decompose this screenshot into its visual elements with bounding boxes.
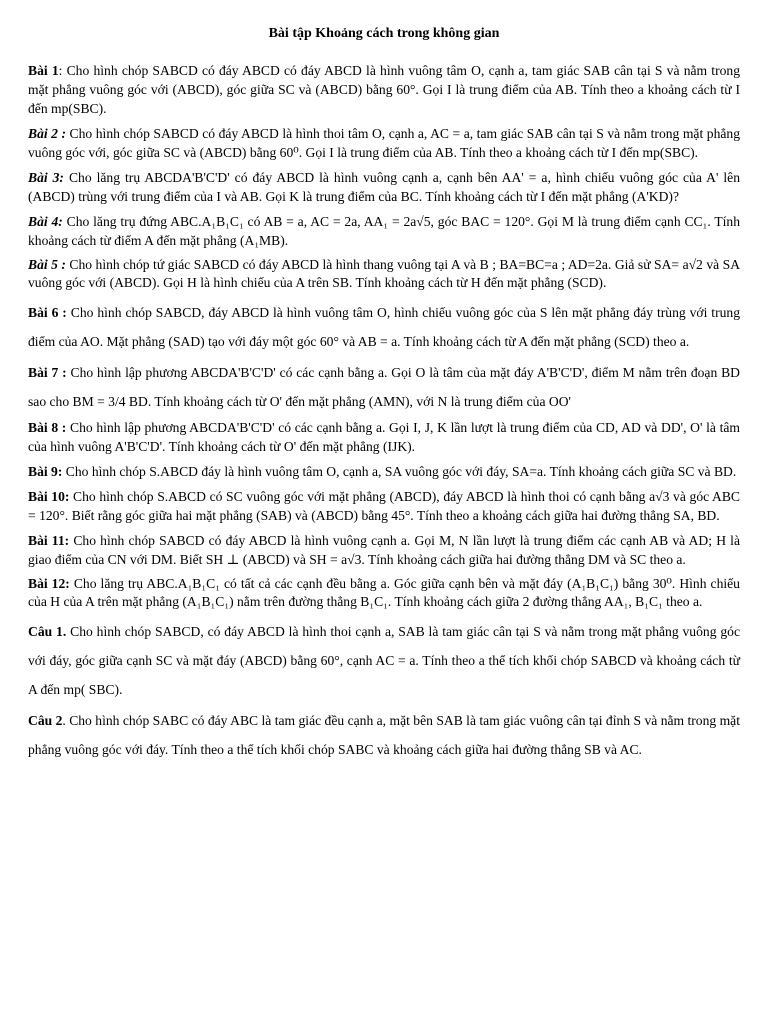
problem-text: Cho hình chóp SABCD có đáy ABCD là hình vuông cạnh a. Gọi M, N lần lượt là trung điểm các cạnh AB và AD; H là giao điểm của CN với DM. Biết SH ⊥ (ABCD) và SH = a√3. Tính khoảng cách giữa hai đường thẳng DM và SC theo a.	[28, 533, 740, 567]
problem-label: Bài 8 :	[28, 420, 67, 435]
problem-4	[28, 212, 740, 250]
problem-text: Cho lăng trụ đứng ABC.A₁B₁C₁ có AB = a, AC = 2a, AA₁ = 2a√5, góc BAC = 120°. Gọi M là trung điểm cạnh CC₁. Tính khoảng cách từ điểm A đến mặt phẳng (A₁MB).	[28, 214, 740, 248]
problem-text: Cho lăng trụ ABCDA'B'C'D' có đáy ABCD là hình vuông cạnh a, cạnh bên AA' = a, hình chiếu vuông góc của A' lên (ABCD) trùng với trung điểm của I và AB. Gọi K là trung điểm của BC. Tính khoảng cách từ I đến mặt phẳng (A'KD)?	[28, 170, 740, 204]
problem-label: Bài 5 :	[28, 257, 66, 272]
problem-text: : Cho hình chóp SABCD có đáy ABCD có đáy ABCD là hình vuông tâm O, cạnh a, tam giác SAB cân tại S và nằm trong mặt phẳng vuông góc với (ABCD), góc giữa SC và (ABCD) bằng 60°. Gọi I là trung điểm của AB. Tính theo a khoảng cách từ I đến mp(SBC).	[28, 63, 740, 116]
problem-label: Bài 11:	[28, 533, 70, 548]
problem-label: Bài 2 :	[28, 126, 67, 141]
problem-text: Cho hình chóp tứ giác SABCD có đáy ABCD là hình thang vuông tại A và B ; BA=BC=a ; AD=2a. Giả sử SA= a√2 và SA vuông góc với (ABCD). Gọi H là hình chiếu của A trên SB. Tính khoảng cách từ H đến mặt phẳng (SCD).	[28, 257, 741, 290]
problem-label: Bài 9:	[28, 464, 63, 479]
problem-3	[28, 168, 740, 206]
question-1	[28, 617, 740, 704]
question-2	[28, 706, 740, 764]
problem-8	[28, 418, 740, 456]
problem-2	[28, 124, 740, 162]
problem-5	[28, 256, 740, 292]
problem-label: Bài 3:	[28, 170, 64, 185]
problem-text: Cho hình lập phương ABCDA'B'C'D' có các cạnh bằng a. Gọi I, J, K lần lượt là trung điểm của CD, AD và DD', O' là tâm của hình vuông A'B'C'D'. Tính khoảng cách từ O' đến mặt phẳng (IJK).	[28, 420, 741, 454]
problem-text: Cho hình chóp SABCD có đáy ABCD là hình thoi tâm O, cạnh a, AC = a, tam giác SAB cân tại S và nằm trong mặt phẳng vuông góc với, góc giữa SC và (ABCD) bằng 60⁰. Gọi I là trung điểm của AB. Tính theo a khoảng cách từ I đến mp(SBC).	[28, 126, 740, 160]
problem-label: Bài 1	[28, 63, 59, 78]
problem-12	[28, 575, 740, 611]
problem-label: Bài 4:	[28, 214, 63, 229]
problem-text: Cho hình chóp S.ABCD đáy là hình vuông tâm O, cạnh a, SA vuông góc với đáy, SA=a. Tính khoảng cách giữa SC và BD.	[62, 464, 737, 479]
problem-label: Câu 2	[28, 713, 63, 728]
problem-text: . Cho hình chóp SABC có đáy ABC là tam giác đều cạnh a, mặt bên SAB là tam giác vuông cân tại đỉnh S và nằm trong mặt phẳng vuông góc với đáy. Tính theo a thể tích khối chóp SABC và khoảng cách giữa hai đường thẳng SB và AC.	[28, 713, 740, 757]
problem-text: Cho hình chóp SABCD, đáy ABCD là hình vuông tâm O, hình chiếu vuông góc của S lên mặt phẳng đáy trùng với trung điểm của AO. Mặt phẳng (SAD) tạo với đáy một góc 60° và AB = a. Tính khoảng cách từ A đến mặt phẳng (SCD) theo a.	[28, 305, 740, 349]
problem-text: Cho hình lập phương ABCDA'B'C'D' có các cạnh bằng a. Gọi O là tâm của mặt đáy A'B'C'D', điểm M nằm trên đoạn BD sao cho BM = 3/4 BD. Tính khoảng cách từ O' đến mặt phẳng (AMN), với N là trung điểm của OO'	[28, 365, 740, 409]
problem-label: Bài 6 :	[28, 305, 67, 320]
problem-text: Cho lăng trụ ABC.A₁B₁C₁ có tất cả các cạnh đều bằng a. Góc giữa cạnh bên và mặt đáy (A₁B₁C₁) bằng 30⁰. Hình chiếu của H của A trên mặt phẳng (A₁B₁C₁) nằm trên đường thẳng B₁C₁. Tính khoảng cách giữa 2 đường thẳng AA₁, B₁C₁ theo a.	[28, 576, 740, 609]
document-title: Bài tập Khoảng cách trong không gian	[268, 26, 500, 41]
problem-label: Bài 7 :	[28, 365, 67, 380]
problem-11	[28, 531, 740, 569]
problem-1	[28, 61, 740, 118]
problem-text: Cho hình chóp S.ABCD có SC vuông góc với mặt phẳng (ABCD), đáy ABCD là hình thoi có cạnh bằng a√3 và góc ABC = 120°. Biết rằng góc giữa hai mặt phẳng (SAB) và (ABCD) bằng 45°. Tính theo a khoảng cách giữa hai đường thẳng SA, BD.	[28, 489, 740, 523]
problem-10	[28, 487, 740, 525]
problem-9	[28, 462, 740, 481]
problem-text: Cho hình chóp SABCD, có đáy ABCD là hình thoi cạnh a, SAB là tam giác cân tại S và nằm trong mặt phẳng vuông góc với đáy, góc giữa cạnh SC và mặt đáy (ABCD) bằng 60°, cạnh AC = a. Tính theo a thể tích khối chóp SABCD và khoảng cách từ A đến mp( SBC).	[28, 624, 740, 697]
problem-7	[28, 358, 740, 416]
problem-label: Câu 1.	[28, 624, 67, 639]
problem-label: Bài 12:	[28, 576, 70, 591]
problem-label: Bài 10:	[28, 489, 70, 504]
problem-6	[28, 298, 740, 356]
